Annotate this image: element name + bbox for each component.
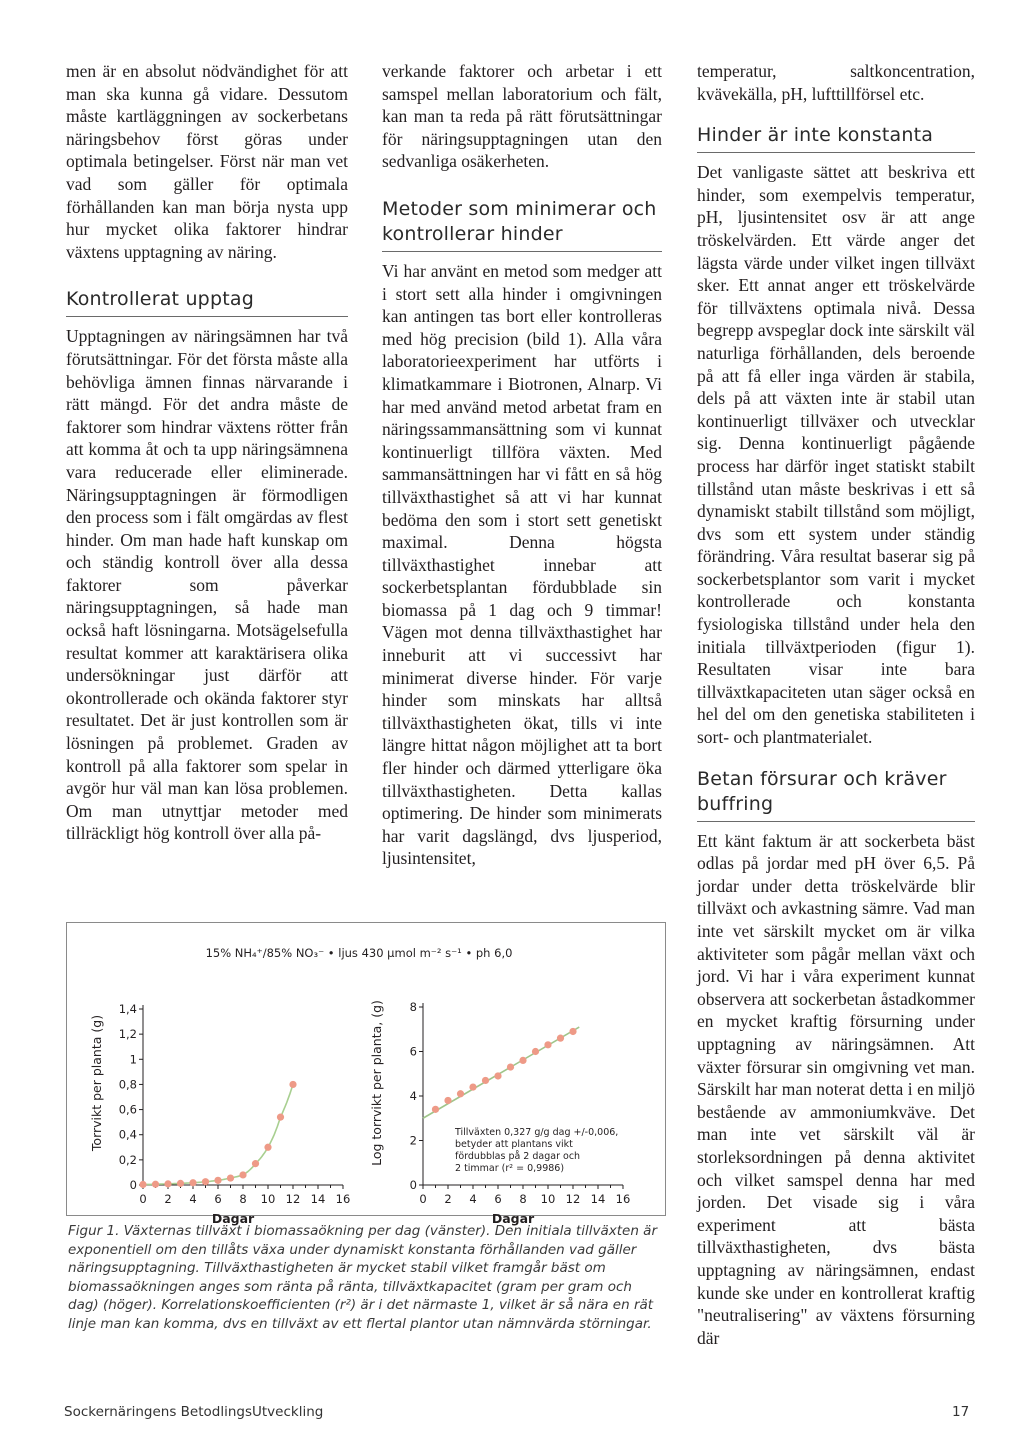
section-heading-hinder: Hinder är inte konstanta [697,123,975,153]
chart-left-x-tick-label: 2 [164,1192,172,1206]
chart-right-x-tick-label: 10 [540,1192,556,1206]
chart-left-y-tick-label: 0,4 [118,1127,137,1142]
chart-right-data-point [519,1057,526,1064]
chart-left-x-tick-label: 10 [260,1192,276,1206]
chart-left-data-point [264,1144,271,1151]
chart-left-xlabel: Dagar [211,1211,255,1226]
chart-right-fit-line [423,1027,579,1118]
body-paragraph: temperatur, saltkoncentration, kvävekälla, pH, lufttillförsel etc. [697,61,975,104]
footer-publication: Sockernäringens BetodlingsUtveckling [64,1404,324,1420]
chart-right-y-tick-label: 6 [409,1044,417,1059]
chart-left-x-tick-label: 8 [239,1192,247,1206]
chart-right-data-point [482,1077,489,1084]
chart-right-data-point [494,1072,501,1079]
chart-right-data-point [457,1090,464,1097]
chart-left-data-point [177,1180,184,1187]
page-number: 17 [952,1404,970,1420]
chart-right-xlabel: Dagar [491,1211,535,1226]
body-paragraph: men är en absolut nödvändighet för att man ska kunna gå vidare. Dessutom måste kartläggningen av sockerbetans näringsbehov först göras under optimala betingelser. Först när man vet vad som gäller för optimala förhållanden kan man börja nysta upp hur mycket olika faktorer hindrar växtens upptagning av näring. [66,61,348,262]
body-paragraph: Ett känt faktum är att sockerbeta bäst odlas på jordar med pH över 6,5. På jordar under detta tröskelvärde blir tillväxt och avkastning sämre. Vad man inte vet särskilt mycket om är vilka aktiviteter som pågår mellan växt och jord. Vi har i våra experiment kunnat observera att sockerbetan åstadkommer en mycket kraftig försurning under upptagning av näringsämnen. Att växter försurar sin omgivning vet man. Särskilt har man noterat detta i en miljö bestående av ammoniumkväve. Det man inte vet särskilt väl är storleksordningen på denna aktivitet och vilket samspel denna har med jorden. Det visade sig i våra experiment att bästa tillväxthastigheten, dvs bästa upptagning av näringsämnen, endast kunde ske under en kontrollerat kraftig "neutralisering" av växtens försurning där [697,830,975,1348]
chart-left-data-point [152,1181,159,1188]
body-paragraph: Vi har använt en metod som medger att i stort sett alla hinder i omgivningen kan antingen tas bort eller kontrolleras med hög precision (bild 1). Alla våra laboratorieexperiment har utförts i klimatkammare i Biotronen, Alnarp. Vi har med använd metod arbetat fram en näringssammansättning som vi kunnat kontinuerligt tillföra växten. Med sammansättningen har vi fått en så hög tillväxthastighet så att vi har kunnat bedöma den som i stort sett genetiskt maximal. Denna högsta tillväxthastighet innebar att sockerbetsplantan fördubblade sin biomassa på 1 dag och 9 timmar! Vägen mot denna tillväxthastighet har inneburit att vi successivt har minimerat diverse hinder. För varje hinder som minskats har alltså tillväxthastigheten ökat, tills vi inte längre hittat någon möjlighet att ta bort fler hinder och därmed ytterligare öka tillväxthastigheten. Detta kallas optimering. De hinder som minimerats har varit dagslängd, dvs ljusperiod, ljusintensitet, [382,260,662,869]
chart-left-x-tick-label: 0 [139,1192,147,1206]
chart-left-data-point [289,1081,296,1088]
column-3 [697,60,975,1349]
chart-left-growth-curve [143,1084,293,1184]
chart-left-ylabel: Torrvikt per planta (g) [89,1014,104,1152]
body-paragraph: Det vanligaste sättet att beskriva ett hinder, som exempelvis temperatur, pH, ljusintensitet osv är att ange tröskelvärden. Ett värde anger det lägsta värde under vilket ingen tillväxt sker. Ett annat anger ett tröskelvärde för tillväxtens optimala nivå. Dessa begrepp avspeglar dock inte särskilt väl naturliga förhållanden, dels beroende på att få eller inga värden är stabila, dels på att växten inte är stabil utan kontinuerligt tillväxer och utvecklar sig. Denna kontinuerligt pågående process har därför inget statiskt stabilt tillstånd utan måste beskrivas i ett så dynamiskt stabilt tillstånd som möjligt, dvs som ett system under ständig förändring. Våra resultat baserar sig på sockerbetsplantor som varit i mycket kontrollerade och konstanta fysiologiska tillstånd under hela den initiala tillväxtperioden (figur 1). Resultaten visar inte bara tillväxtkapaciteten utan säger också en hel del om den genetiska stabiliteten i sort- och plantmaterialet. [697,162,975,748]
chart-right-data-point [569,1028,576,1035]
fit-annotation-line-2: betyder att plantans vikt [455,1139,573,1150]
chart-right-x-tick-label: 8 [519,1192,527,1206]
chart-right-data-point [444,1097,451,1104]
chart-right-data-point [532,1048,539,1055]
chart-right-x-tick-label: 14 [590,1192,606,1206]
chart-left-y-tick-label: 1,2 [118,1027,137,1042]
chart-left-data-point [164,1180,171,1187]
chart-right-data-point [544,1041,551,1048]
chart-left-y-tick-label: 1 [129,1052,137,1067]
chart-left-y-tick-label: 1,4 [118,1002,137,1016]
section-heading-betan: Betan försurar och kräver buffring [697,767,975,822]
figure-box [66,922,666,1226]
figure-header: 15% NH₄⁺/85% NO₃⁻ • ljus 430 µmol m⁻² s⁻¹ • ph 6,0 [205,946,513,960]
chart-right-x-tick-label: 6 [494,1192,502,1206]
column-2 [382,60,662,870]
chart-left [89,1002,350,1226]
fit-annotation-line-3: fördubblas på 2 dagar och [455,1151,581,1162]
chart-left-data-point [214,1177,221,1184]
chart-right-y-tick-label: 2 [409,1133,417,1148]
chart-right-data-point [557,1035,564,1042]
fit-annotation-line-4: 2 timmar (r² = 0,9986) [455,1163,565,1174]
chart-right-data-point [507,1063,514,1070]
chart-left-x-tick-label: 4 [189,1192,197,1206]
chart-right-y-tick-label: 0 [409,1178,417,1192]
chart-left-data-point [252,1160,259,1167]
figure-caption: Figur 1. Växternas tillväxt i biomassaökning per dag (vänster). Den initiala tillväxten är exponentiell om den tillåts växa under dynamiskt konstanta förhållanden vad gäller näringsupptagning. Tillväxthastigheten är mycket stabil vilket framgår bäst om biomassaökningen anges som ränta på ränta, tillväxtkapacitet (gram per gram och dag) (höger). Korrelationskoefficienten (r²) är i det närmaste 1, vilket är så nära en rät linje man kan komma, dvs en tillväxt av ett flertal plantor utan nämnvärda störningar. [68,1223,657,1332]
chart-left-data-point [239,1171,246,1178]
chart-right-data-point [469,1084,476,1091]
chart-left-x-tick-label: 16 [335,1192,351,1206]
body-paragraph: Upptagningen av näringsämnen har två förutsättningar. För det första måste alla behövliga ämnen finnas närvarande i rätt mängd. För det andra måste de faktorer som hindrar växtens rötter från att komma åt och ta upp näringsämnena vara reducerade eller eliminerade. Näringsupptagningen är förmodligen den process som i fält omgärdas av flest hinder. Om man hade haft kunskap om och ständig kontroll över alla dessa faktorer som påverkar näringsupptagningen, så hade man också haft lösningarna. Motsägelsefulla resultat kommer att karaktärisera olika undersökningar just därför att okontrollerade och okända faktorer styr resultatet. Det är just kontrollen som är lösningen på problemet. Graden av kontroll på alla faktorer som spelar in avgör hur väl man kan lösa problemen. Om man utnyttjar metoder med tillräckligt hög kontroll över alla på- [66,326,348,844]
chart-right-y-tick-label: 4 [409,1089,417,1103]
chart-left-data-point [277,1114,284,1121]
chart-right-x-tick-label: 4 [469,1192,477,1206]
chart-left-data-point [227,1174,234,1181]
chart-left-x-tick-label: 14 [310,1192,326,1206]
chart-right-x-tick-label: 12 [565,1192,581,1206]
chart-right-x-tick-label: 16 [615,1192,631,1206]
figure-charts [67,923,665,1226]
chart-left-x-tick-label: 12 [285,1192,301,1206]
chart-left-data-point [139,1181,146,1188]
chart-left-data-point [189,1179,196,1186]
chart-right-x-tick-label: 0 [419,1192,427,1206]
chart-left-y-tick-label: 0,2 [118,1152,137,1167]
chart-left-y-tick-label: 0 [129,1178,137,1192]
section-heading-metoder: Metoder som minimerar och kontrollerar hinder [382,197,662,252]
chart-left-y-tick-label: 0,6 [118,1102,137,1117]
chart-right-ylabel: Log torrvikt per planta, (g) [369,1000,384,1166]
chart-right [369,1000,630,1226]
chart-left-data-point [202,1178,209,1185]
chart-right-x-tick-label: 2 [444,1192,452,1206]
chart-left-y-tick-label: 0,8 [118,1077,137,1092]
chart-right-y-tick-label: 8 [409,1000,417,1014]
section-heading-kontrollerat-upptag: Kontrollerat upptag [66,287,348,317]
body-paragraph: verkande faktorer och arbetar i ett samspel mellan laboratorium och fält, kan man ta reda på rätt förutsättningar för näringsupptagningen utan den sedvanliga osäkerheten. [382,61,662,172]
column-1 [66,60,348,845]
chart-right-data-point [432,1106,439,1113]
chart-left-x-tick-label: 6 [214,1192,222,1206]
fit-annotation-line-1: Tillväxten 0,327 g/g dag +/-0,006, [455,1127,619,1138]
